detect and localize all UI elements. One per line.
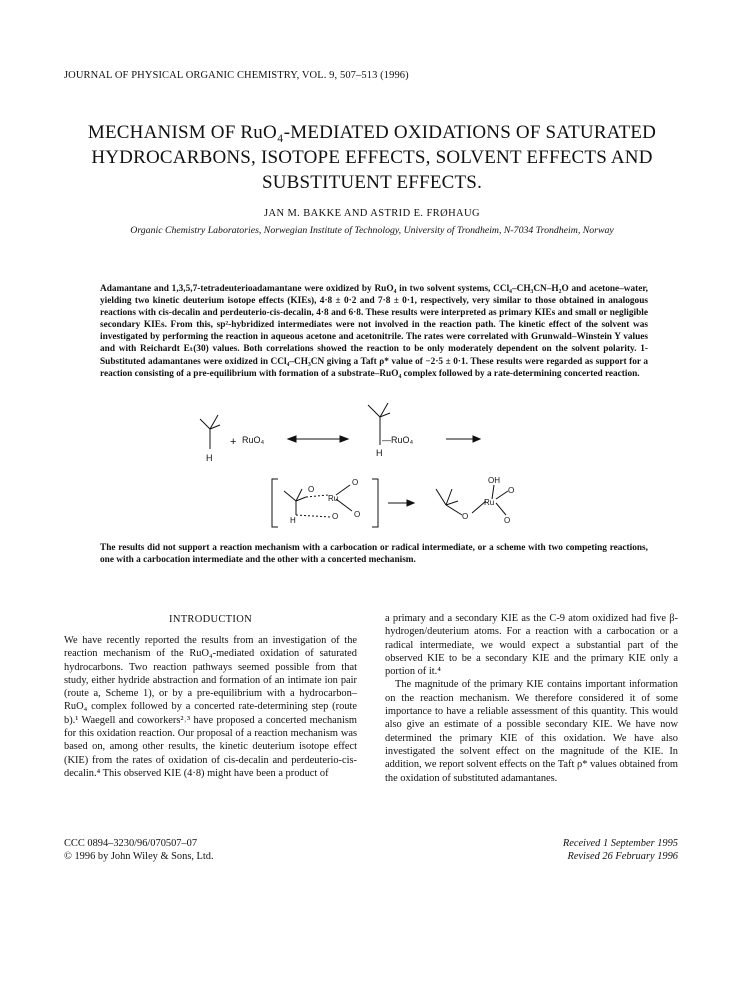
- ts-o4: O: [332, 512, 339, 521]
- journal-header: JOURNAL OF PHYSICAL ORGANIC CHEMISTRY, VOL. 9, 507–513 (1996): [64, 70, 409, 81]
- product-ru: Ru: [484, 498, 495, 507]
- ts-o: O: [308, 485, 315, 494]
- transition-state-structure: [284, 485, 352, 517]
- received-date: Received 1 September 1995: [562, 838, 678, 849]
- complex-label: —RuO₄: [382, 435, 414, 445]
- ts-o3: O: [354, 510, 361, 519]
- received-dates: [385, 837, 678, 864]
- right-column: [385, 612, 678, 785]
- product-o2: O: [508, 486, 515, 495]
- copyright-line: © 1996 by John Wiley & Sons, Ltd.: [64, 851, 214, 863]
- ts-o2: O: [352, 478, 359, 487]
- reaction-scheme: [190, 393, 570, 533]
- substrate-structure: [200, 415, 220, 449]
- affiliation: Organic Chemistry Laboratories, Norwegian Institute of Technology, University of Trondheim, N-7034 Trondheim, Norway: [130, 225, 614, 236]
- copyright-block: [64, 837, 214, 864]
- title-line-1: MECHANISM OF RuO₄-MEDIATED OXIDATIONS OF SATURATED: [87, 122, 657, 143]
- abstract: Adamantane and 1,3,5,7-tetradeuterioadamantane were oxidized by RuO₄ in two solvent systems, CCl₄–CH₃CN–H₂O and acetone–water, yielding two kinetic deuterium isotope effects (KIEs), 4·8 ± 0·2 and 7·8 ± 0·1, respectively, very similar to those obtained in analogous reactions with cis-decalin and perdeuterio-cis-decalin, 4·8 and 6·8. These results were interpreted as primary KIEs and small or negligible secondary KIEs. From this, sp²-hybridized intermediates were not involved in the reaction path. The kinetic effect of the solvent was investigated by performing the reaction in aqueous acetone and acetonitrile. The rates were correlated with Grunwald–Winstein Y values and with Reichardt Eₜ(30) values. Both correlations showed the reaction to be only moderately dependent on the solvent polarity. 1-Substituted adamantanes were oxidized in CCl₄–CH₃CN giving a Taft ρ* value of −2·5 ± 0·1. These results were regarded as support for a reaction consisting of a pre-equilibrium with formation of a substrate–RuO₄ complex followed by a rate-determining concerted reaction.: [100, 284, 648, 379]
- scheme-row-2: [272, 476, 514, 527]
- substrate-h: H: [206, 453, 213, 463]
- bracket-left: [272, 479, 278, 527]
- ts-h: H: [290, 516, 296, 525]
- bracket-right: [372, 479, 378, 527]
- product-oh: OH: [488, 476, 500, 485]
- scheme-row-1: [200, 403, 480, 463]
- ts-ru: Ru: [328, 494, 339, 503]
- title-line-3: SUBSTITUENT EFFECTS.: [261, 172, 483, 193]
- authors: JAN M. BAKKE AND ASTRID E. FRØHAUG: [263, 208, 481, 219]
- equilibrium-arrow: [288, 436, 348, 442]
- intro-paragraph-3: The magnitude of the primary KIE contains important information on the reaction mechanism. We therefore considered it of some importance to have a reliable assessment of this quantity. This would also give an estimate of a possible secondary KIE. We have now determined the primary KIE of this oxidation. We have also investigated the solvent effect on the magnitude of the KIE. In addition, we report solvent effects on the Taft ρ* values obtained from the oxidation of substituted adamantanes.: [385, 679, 678, 784]
- left-column: [64, 634, 357, 780]
- intro-paragraph-1: We have recently reported the results from an investigation of the reaction mechanism of the RuO₄-mediated oxidation of saturated hydrocarbons. Two reaction pathways seemed possible from that study, either hydride abstraction and formation of an intimate ion pair (route a, Scheme 1), or by a pre-equilibrium with a hydrocarbon–RuO₄ complex followed by a concerted rate-determining step (route b).¹ Waegell and coworkers²˒³ have proposed a concerted mechanism for this oxidation reaction. Our proposal of a reaction mechanism was based on, among other results, the kinetic deuterium isotope effect (KIE) from the rates of oxidation of cis-decalin and perdeuterio-cis-decalin.⁴ This observed KIE (4·8) might have been a product of: [64, 635, 357, 779]
- title-line-2: HYDROCARBONS, ISOTOPE EFFECTS, SOLVENT EFFECTS AND: [91, 147, 653, 168]
- product-o3: O: [504, 516, 511, 525]
- section-heading-introduction: INTRODUCTION: [169, 614, 252, 625]
- product-structure: [436, 485, 508, 515]
- abstract-conclusion: The results did not support a reaction mechanism with a carbocation or radical intermediate, or a scheme with two competing reactions, one with a carbocation intermediate and the other with a concerted mechanism.: [100, 543, 648, 566]
- product-o: O: [462, 512, 469, 521]
- paper-title: [60, 120, 684, 195]
- ccc-code: CCC 0894–3230/96/070507–07: [64, 838, 198, 849]
- revised-date: Revised 26 February 1996: [567, 851, 678, 863]
- plus-sign: +: [230, 436, 237, 448]
- forward-arrow-1: [446, 436, 480, 442]
- forward-arrow-2: [388, 500, 414, 506]
- complex-h: H: [376, 448, 383, 458]
- reagent-label: RuO₄: [242, 435, 265, 445]
- intro-paragraph-2: a primary and a secondary KIE as the C-9 atom oxidized had five β-hydrogen/deuterium atoms. For a reaction with a carbocation or a radical intermediate, we would expect a substantial part of the observed KIE to be a secondary KIE and the primary KIE only a portion of it.⁴: [385, 613, 678, 678]
